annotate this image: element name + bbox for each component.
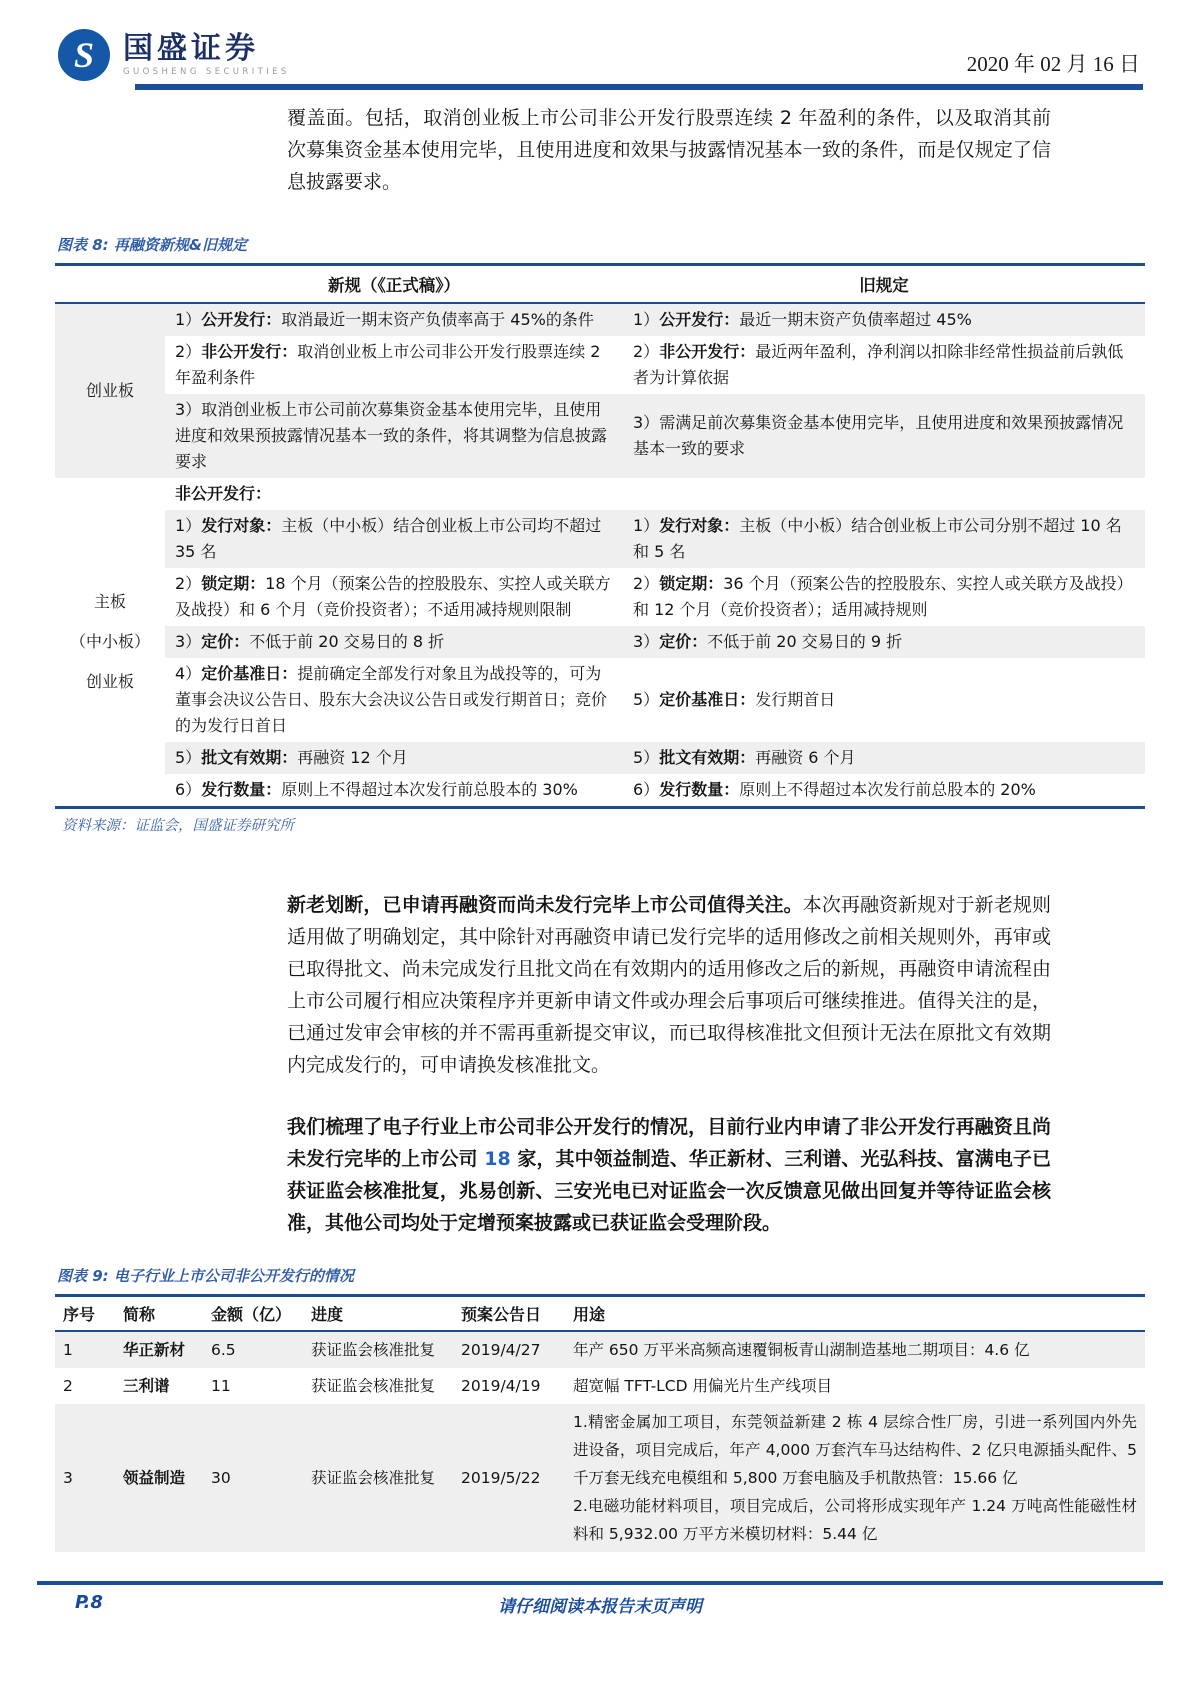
table-private-placements	[55, 1294, 1145, 1552]
cell-new: 6）发行数量：原则上不得超过本次发行前总股本的 30%	[175, 780, 578, 799]
cell-amount: 11	[211, 1377, 231, 1395]
cell-new: 2）锁定期：18 个月（预案公告的控股股东、实控人或关联方及战投）和 6 个月（竞价投资者）；不适用减持规则限制	[175, 574, 611, 619]
company-count-highlight: 18	[484, 1148, 511, 1170]
col-header-no: 序号	[55, 1296, 115, 1332]
cell-new: 3）定价：不低于前 20 交易日的 8 折	[175, 632, 445, 651]
cell-new: 非公开发行：	[175, 484, 272, 503]
figure9-caption: 图表 9: 电子行业上市公司非公开发行的情况	[57, 1267, 354, 1285]
table-row	[55, 626, 1145, 658]
body-paragraph-transition-rules: 新老划断，已申请再融资而尚未发行完毕上市公司值得关注。本次再融资新规对于新老规则适用做了明确划定，其中除针对再融资申请已发行完毕的适用修改之前相关规则外，再审或已取得批文、尚未完成发行且批文尚在有效期内的适用修改之后的新规，再融资申请流程由上市公司履行相应决策程序并更新申请文件或办理会后事项后可继续推进。值得关注的是，已通过发审会审核的并不需再重新提交审议，而已取得核准批文但预计无法在原批文有效期内完成发行的，可申请换发核准批文。	[287, 894, 1051, 1076]
cell-new: 1）公开发行：取消最近一期末资产负债率高于 45%的条件	[175, 310, 594, 329]
cell-no: 2	[63, 1377, 73, 1395]
cell-old: 5）定价基准日：发行期首日	[633, 690, 836, 709]
col-header-date: 预案公告日	[453, 1296, 565, 1332]
col-header-name: 简称	[115, 1296, 203, 1332]
report-date: 2020 年 02 月 16 日	[966, 52, 1140, 76]
table-row	[55, 774, 1145, 808]
cell-old: 6）发行数量：原则上不得超过本次发行前总股本的 20%	[633, 780, 1036, 799]
header-divider	[135, 84, 1143, 90]
cell-old: 1）公开发行：最近一期末资产负债率超过 45%	[633, 310, 972, 329]
cell-new: 3）取消创业板上市公司前次募集资金基本使用完毕，且使用进度和效果预披露情况基本一致的条件，将其调整为信息披露要求	[175, 400, 608, 471]
brand-name-en: GUOSHENG SECURITIES	[123, 67, 290, 77]
table-refinancing-rules	[55, 263, 1145, 809]
table-row	[55, 742, 1145, 774]
table-row	[55, 394, 1145, 478]
table-row	[55, 1331, 1145, 1368]
intro-paragraph: 覆盖面。包括，取消创业板上市公司非公开发行股票连续 2 年盈利的条件，以及取消其前次募集资金基本使用完毕，且使用进度和效果与披露情况基本一致的条件，而是仅规定了信息披露要求。	[287, 107, 1051, 193]
table8-header-new: 新规（《正式稿》）	[165, 265, 623, 304]
table-row	[55, 568, 1145, 626]
table8-header-old: 旧规定	[623, 265, 1145, 304]
cell-old	[623, 478, 1145, 510]
cell-no: 3	[63, 1469, 73, 1487]
guosheng-logo-icon	[55, 26, 113, 84]
row-group-label-chinext: 创业板	[85, 381, 134, 400]
cell-name: 华正新材	[123, 1341, 186, 1359]
table-row	[55, 658, 1145, 742]
cell-old: 3）需满足前次募集资金基本使用完毕，且使用进度和效果预披露情况基本一致的要求	[633, 413, 1124, 458]
cell-old: 2）非公开发行：最近两年盈利，净利润以扣除非经常性损益前后孰低者为计算依据	[633, 342, 1124, 387]
row-group-label-mainboard: 主板 （中小板） 创业板	[69, 592, 150, 691]
brand-header	[55, 26, 290, 84]
cell-no: 1	[63, 1341, 73, 1359]
cell-progress: 获证监会核准批复	[311, 1469, 436, 1487]
cell-progress: 获证监会核准批复	[311, 1377, 436, 1395]
table-row	[55, 478, 1145, 510]
table-row	[55, 510, 1145, 568]
table9-header-row	[55, 1296, 1145, 1332]
col-header-progress: 进度	[303, 1296, 453, 1332]
cell-amount: 30	[211, 1469, 231, 1487]
cell-old: 5）批文有效期：再融资 6 个月	[633, 748, 856, 767]
table8-header-blank	[55, 265, 165, 304]
col-header-amount: 金额（亿）	[203, 1296, 303, 1332]
brand-name: 国盛证券	[123, 31, 259, 66]
cell-use: 1.精密金属加工项目，东莞领益新建 2 栋 4 层综合性厂房，引进一系列国内外先进设备，项目完成后，年产 4,000 万套汽车马达结构件、2 亿只电源插头配件、5 千万套无线充电模组和 5,800 万套电脑及手机散热管：15.66 亿 2.电磁功能材料项目，项目完成后，公司将形成实现年产 1.24 万吨高性能磁性材料和 5,932.00 万平方米模切材料：5.44 亿	[573, 1413, 1137, 1543]
cell-old: 1）发行对象：主板（中小板）结合创业板上市公司分别不超过 10 名和 5 名	[633, 516, 1122, 561]
cell-old: 3）定价：不低于前 20 交易日的 9 折	[633, 632, 903, 651]
table-row	[55, 1404, 1145, 1552]
cell-new: 4）定价基准日：提前确定全部发行对象且为战投等的，可为董事会决议公告日、股东大会决议公告日或发行期首日；竞价的为发行日首日	[175, 664, 608, 735]
figure8-caption: 图表 8: 再融资新规&旧规定	[57, 236, 247, 254]
cell-date: 2019/5/22	[461, 1469, 541, 1487]
svg-text:S: S	[73, 35, 95, 75]
figure8-source: 资料来源：证监会，国盛证券研究所	[62, 818, 294, 834]
cell-new: 5）批文有效期：再融资 12 个月	[175, 748, 408, 767]
cell-use: 年产 650 万平米高频高速覆铜板青山湖制造基地二期项目：4.6 亿	[573, 1341, 1030, 1359]
footer-disclaimer: 请仔细阅读本报告末页声明	[498, 1597, 702, 1617]
cell-use: 超宽幅 TFT-LCD 用偏光片生产线项目	[573, 1377, 832, 1395]
cell-progress: 获证监会核准批复	[311, 1341, 436, 1359]
cell-new: 2）非公开发行：取消创业板上市公司非公开发行股票连续 2 年盈利条件	[175, 342, 601, 387]
table-row	[55, 303, 1145, 336]
body-paragraph-electronics-issuance: 我们梳理了电子行业上市公司非公开发行的情况，目前行业内申请了非公开发行再融资且尚未发行完毕的上市公司 18 家，其中领益制造、华正新材、三利谱、光弘科技、富满电子已获证监会核准批复，兆易创新、三安光电已对证监会一次反馈意见做出回复并等待证监会核准，其他公司均处于定增预案披露或已获证监会受理阶段。	[287, 1116, 1051, 1234]
brand-text	[123, 33, 290, 77]
cell-date: 2019/4/19	[461, 1377, 541, 1395]
cell-new: 1）发行对象：主板（中小板）结合创业板上市公司均不超过 35 名	[175, 516, 602, 561]
col-header-use: 用途	[565, 1296, 1145, 1332]
table-row	[55, 1368, 1145, 1404]
cell-old: 2）锁定期：36 个月（预案公告的控股股东、实控人或关联方及战投）和 12 个月（竞价投资者）；适用减持规则	[633, 574, 1133, 619]
table-row	[55, 336, 1145, 394]
footer-divider	[37, 1581, 1163, 1585]
cell-amount: 6.5	[211, 1341, 236, 1359]
cell-name: 领益制造	[123, 1469, 186, 1487]
cell-date: 2019/4/27	[461, 1341, 541, 1359]
table8-header-row	[55, 265, 1145, 304]
page-number: P.8	[75, 1592, 103, 1613]
cell-name: 三利谱	[123, 1377, 170, 1395]
